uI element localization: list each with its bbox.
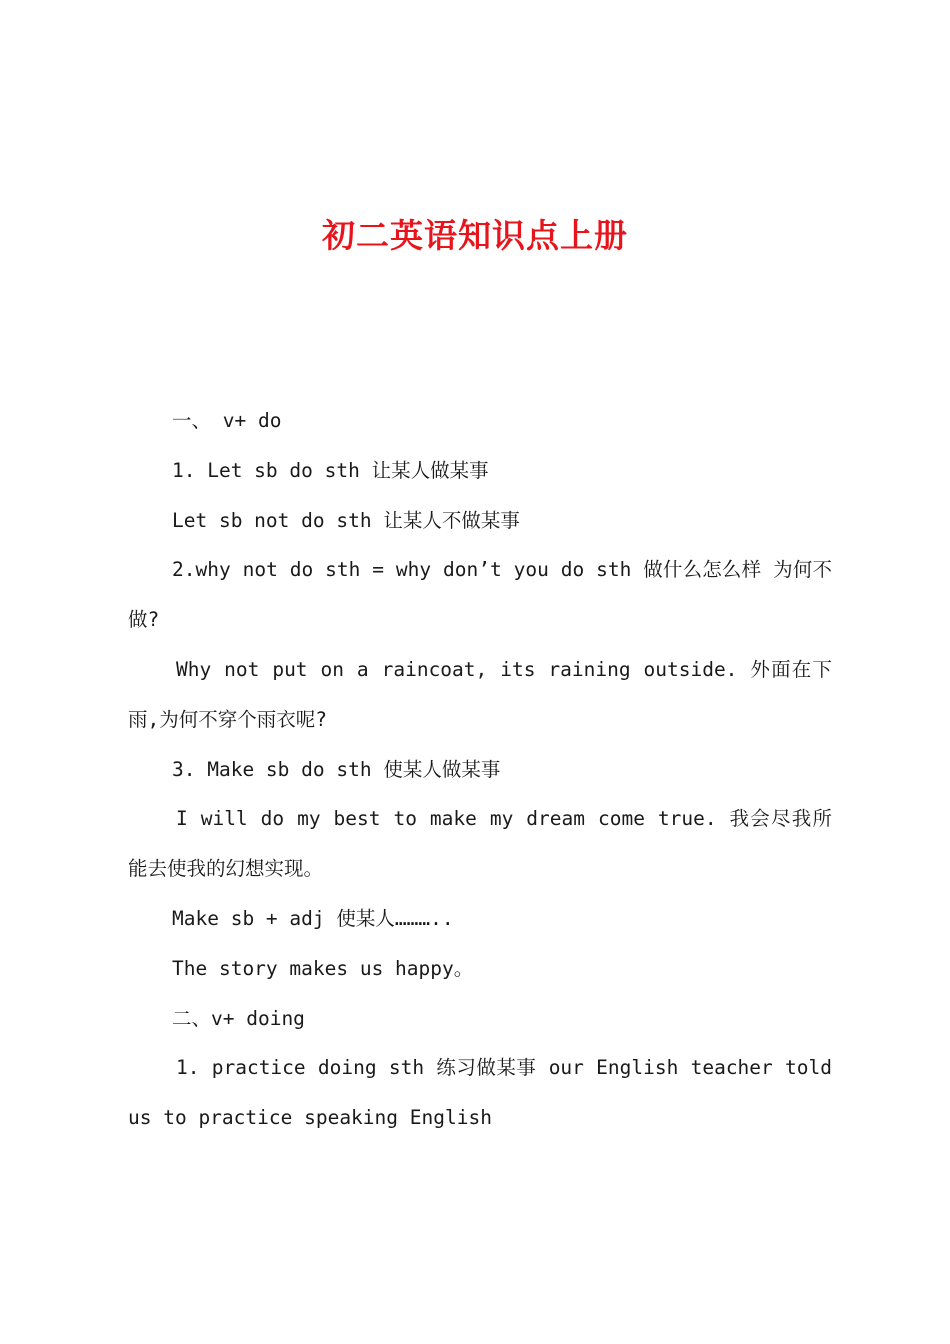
document-body: [128, 396, 832, 1143]
section-heading-v-doing: 二、v+ doing: [172, 1006, 305, 1030]
paragraph: Make sb + adj 使某人………..: [172, 906, 454, 930]
paragraph: I will do my best to make my dream come true. 我会尽我所能去使我的幻想实现。: [128, 807, 832, 881]
paragraph: The story makes us happy。: [172, 956, 474, 980]
paragraph: Let sb not do sth 让某人不做某事: [172, 508, 520, 532]
paragraph: 2.why not do sth = why don’t you do sth 做什么怎么样 为何不做?: [128, 558, 832, 632]
section-heading-v-do: 一、 v+ do: [172, 409, 282, 432]
paragraph: 1. practice doing sth 练习做某事 our English teacher told us to practice speaking English: [128, 1056, 832, 1130]
document-title: 初二英语知识点上册: [322, 216, 628, 255]
paragraph: Why not put on a raincoat, its raining outside. 外面在下雨,为何不穿个雨衣呢?: [128, 657, 832, 731]
paragraph: 1. Let sb do sth 让某人做某事: [172, 458, 489, 482]
paragraph: 3. Make sb do sth 使某人做某事: [172, 757, 501, 781]
